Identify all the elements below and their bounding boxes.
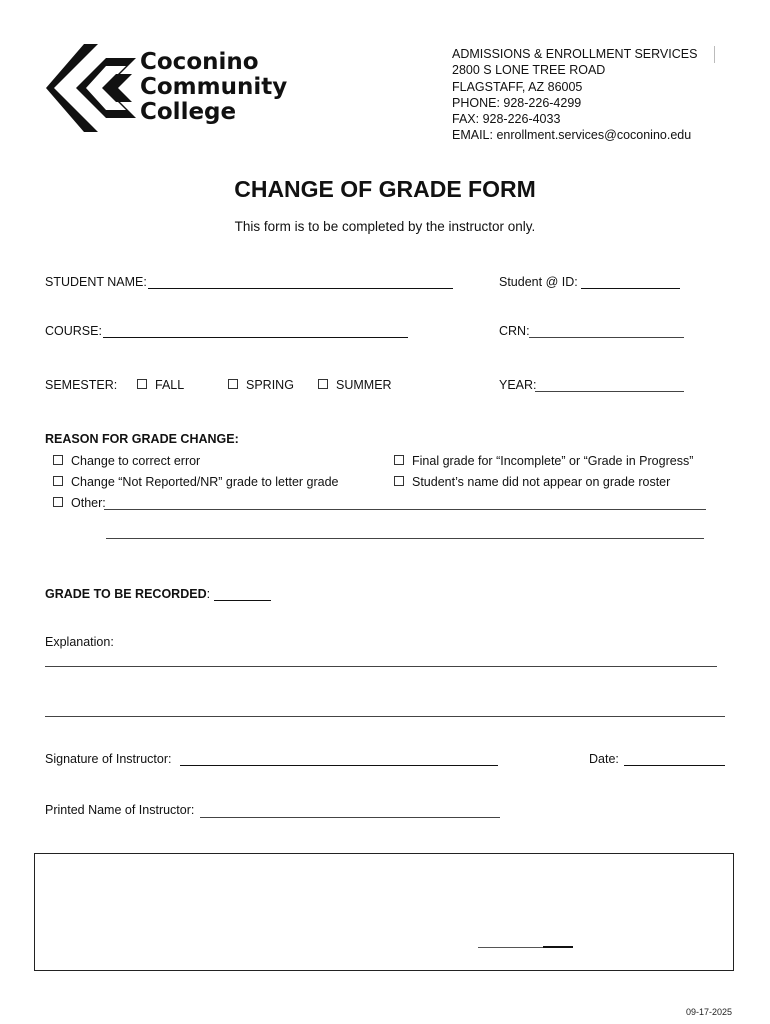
semester-fall-option[interactable] [137,378,184,392]
reason-correct-error-label: Change to correct error [71,454,201,468]
semester-fall-label: FALL [155,378,185,392]
printed-name-label: Printed Name of Instructor: [45,803,195,817]
divider [714,46,715,63]
explanation-field-line2[interactable] [45,716,725,717]
year-label: YEAR: [499,378,537,392]
reason-heading: REASON FOR GRADE CHANGE: [45,432,239,446]
form-subtitle: This form is to be completed by the instructor only. [234,219,536,234]
checkbox-icon[interactable] [53,455,63,465]
course-label: COURSE: [45,324,102,338]
address-line: FAX: 928-226-4033 [452,112,561,127]
reason-other-label: Other: [71,496,106,510]
reason-name-missing-option[interactable] [394,475,670,489]
signature-label: Signature of Instructor: [45,752,172,766]
address-line: EMAIL: enrollment.services@coconino.edu [452,128,692,143]
checkbox-icon[interactable] [137,379,147,389]
semester-spring-option[interactable] [228,378,294,392]
page-title: CHANGE OF GRADE FORM [234,176,536,202]
office-use-line [478,947,543,948]
signature-field[interactable] [180,765,498,766]
student-name-label: STUDENT NAME: [45,275,147,289]
college-name [140,50,287,125]
reason-other-field-line2[interactable] [106,538,704,539]
address-line: PHONE: 928-226-4299 [452,95,582,110]
student-id-label: Student @ ID: [499,275,578,289]
reason-name-missing-label: Student’s name did not appear on grade roster [412,475,671,489]
address-line: FLAGSTAFF, AZ 86005 [452,79,583,94]
semester-spring-label: SPRING [246,378,294,392]
semester-summer-label: SUMMER [336,378,392,392]
checkbox-icon[interactable] [394,455,404,465]
year-field[interactable] [535,391,684,392]
reason-other-field[interactable] [104,509,706,510]
student-name-field[interactable] [148,288,453,289]
college-name-line: Coconino [140,49,259,75]
semester-label: SEMESTER: [45,378,118,392]
address-block [452,46,697,144]
crn-label: CRN: [499,324,530,338]
reason-nr-label: Change “Not Reported/NR” grade to letter grade [71,475,339,489]
date-field[interactable] [624,765,725,766]
address-line: 2800 S LONE TREE ROAD [452,63,606,78]
explanation-label: Explanation: [45,635,114,649]
reason-incomplete-option[interactable] [394,454,693,468]
grade-field[interactable] [214,600,271,601]
college-name-line: Community [140,74,288,100]
reason-other-option[interactable] [53,496,106,510]
reason-nr-option[interactable] [53,475,339,489]
explanation-field-line1[interactable] [45,666,717,667]
checkbox-icon[interactable] [228,379,238,389]
grade-label-colon: : [206,587,211,601]
course-field[interactable] [103,337,408,338]
college-name-line: College [140,99,237,125]
crn-field[interactable] [529,337,684,338]
address-line: ADMISSIONS & ENROLLMENT SERVICES [452,47,698,61]
footer-date: 09-17-2025 [685,1007,732,1017]
reason-incomplete-label: Final grade for “Incomplete” or “Grade in Progress” [412,454,694,468]
checkbox-icon[interactable] [53,476,63,486]
reason-correct-error-option[interactable] [53,454,200,468]
office-use-box [34,853,734,971]
grade-label-wrap [45,587,210,601]
checkbox-icon[interactable] [318,379,328,389]
office-use-line-end [543,946,573,948]
checkbox-icon[interactable] [53,497,63,507]
checkbox-icon[interactable] [394,476,404,486]
printed-name-field[interactable] [200,817,500,818]
date-label: Date: [589,752,619,766]
grade-label: GRADE TO BE RECORDED [45,587,207,601]
semester-summer-option[interactable] [318,378,392,392]
student-id-field[interactable] [581,288,680,289]
